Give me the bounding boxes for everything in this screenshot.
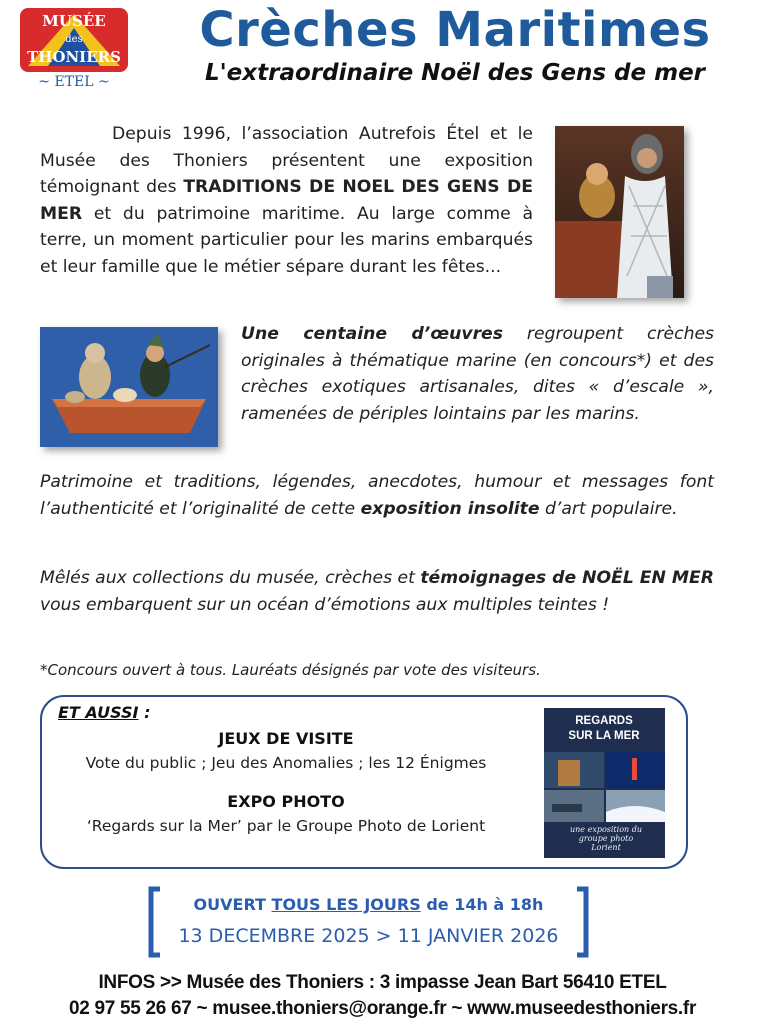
logo-line2: des bbox=[65, 34, 83, 45]
museum-logo bbox=[18, 6, 130, 92]
collections-paragraph bbox=[40, 565, 714, 618]
works-paragraph bbox=[241, 321, 714, 427]
logo-line4: ~ ETEL ~ bbox=[38, 74, 110, 90]
boat-nativity-photo bbox=[40, 327, 218, 447]
contact-info: 02 97 55 26 67 ~ musee.thoniers@orange.fr ~ www.museedesthoniers.fr bbox=[68, 998, 697, 1019]
games-text: Vote du public ; Jeu des Anomalies ; les 12 Énigmes bbox=[85, 754, 487, 772]
p3-text-1: Patrimoine et traditions, légendes, anecdotes, humour et messages font l’authenticité et l’originalité de cette bbox=[40, 472, 714, 519]
photo-expo-text: ‘Regards sur la Mer’ par le Groupe Photo de Lorient bbox=[86, 817, 486, 835]
intro-paragraph bbox=[40, 121, 533, 280]
book-caption-3: Lorient bbox=[591, 843, 621, 852]
photo-expo-heading: EXPO PHOTO bbox=[227, 792, 345, 811]
also-label: ET AUSSI bbox=[58, 703, 139, 722]
regards-sur-la-mer-book bbox=[544, 708, 665, 858]
p4-text-2: vous embarquent sur un océan d’émotions aux multiples teintes ! bbox=[40, 594, 610, 615]
p1-text-1: Depuis 1996, l’association Autrefois Étel et le Musée des Thoniers présentent une exposition témoignant des bbox=[40, 124, 533, 197]
p3-text-2: d’art populaire. bbox=[539, 498, 678, 519]
book-caption-2: groupe photo bbox=[578, 834, 634, 843]
open-prefix: OUVERT bbox=[193, 895, 272, 914]
page-subtitle: L'extraordinaire Noël des Gens de mer bbox=[204, 60, 706, 86]
address-info: INFOS >> Musée des Thoniers : 3 impasse Jean Bart 56410 ETEL bbox=[98, 972, 667, 993]
p4-text-1: Mêlés aux collections du musée, crèches et bbox=[40, 568, 421, 588]
also-heading bbox=[58, 703, 150, 722]
p2-bold: Une centaine d’œuvres bbox=[241, 324, 503, 344]
book-title-1: REGARDS bbox=[575, 715, 633, 727]
book-title-2: SUR LA MER bbox=[568, 730, 640, 742]
nativity-figure-photo bbox=[555, 126, 684, 298]
book-caption-1: une exposition du bbox=[570, 825, 642, 834]
opening-hours bbox=[146, 895, 591, 914]
heritage-paragraph bbox=[40, 469, 714, 522]
p1-text-2: et du patrimoine maritime. Au large comme à terre, un moment particulier pour les marins embarqués et leur famille que le métier sépare durant les fêtes... bbox=[40, 203, 533, 277]
logo-line1: MUSÉE bbox=[42, 12, 106, 30]
p3-bold: exposition insolite bbox=[360, 498, 540, 519]
games-heading: JEUX DE VISITE bbox=[218, 729, 354, 748]
page-title: Crèches Maritimes bbox=[199, 2, 711, 58]
opening-dates: 13 DECEMBRE 2025 > 11 JANVIER 2026 bbox=[178, 925, 559, 947]
p1-bold: TRADITIONS DE NOEL DES GENS DE MER bbox=[40, 177, 533, 224]
p2-text-1: regroupent crèches originales à thématique marine (en concours*) et des crèches exotiques artisanales, dites « d’escale », ramenées de périples lointains par les marins. bbox=[241, 324, 714, 424]
p4-bold: témoignages de NOËL EN MER bbox=[420, 568, 714, 588]
open-every-day: TOUS LES JOURS bbox=[271, 895, 421, 914]
open-suffix: de 14h à 18h bbox=[420, 895, 544, 914]
contest-note: *Concours ouvert à tous. Lauréats désignés par vote des visiteurs. bbox=[40, 661, 541, 679]
also-colon: : bbox=[138, 703, 151, 722]
logo-line3: THONIERS bbox=[27, 48, 121, 66]
